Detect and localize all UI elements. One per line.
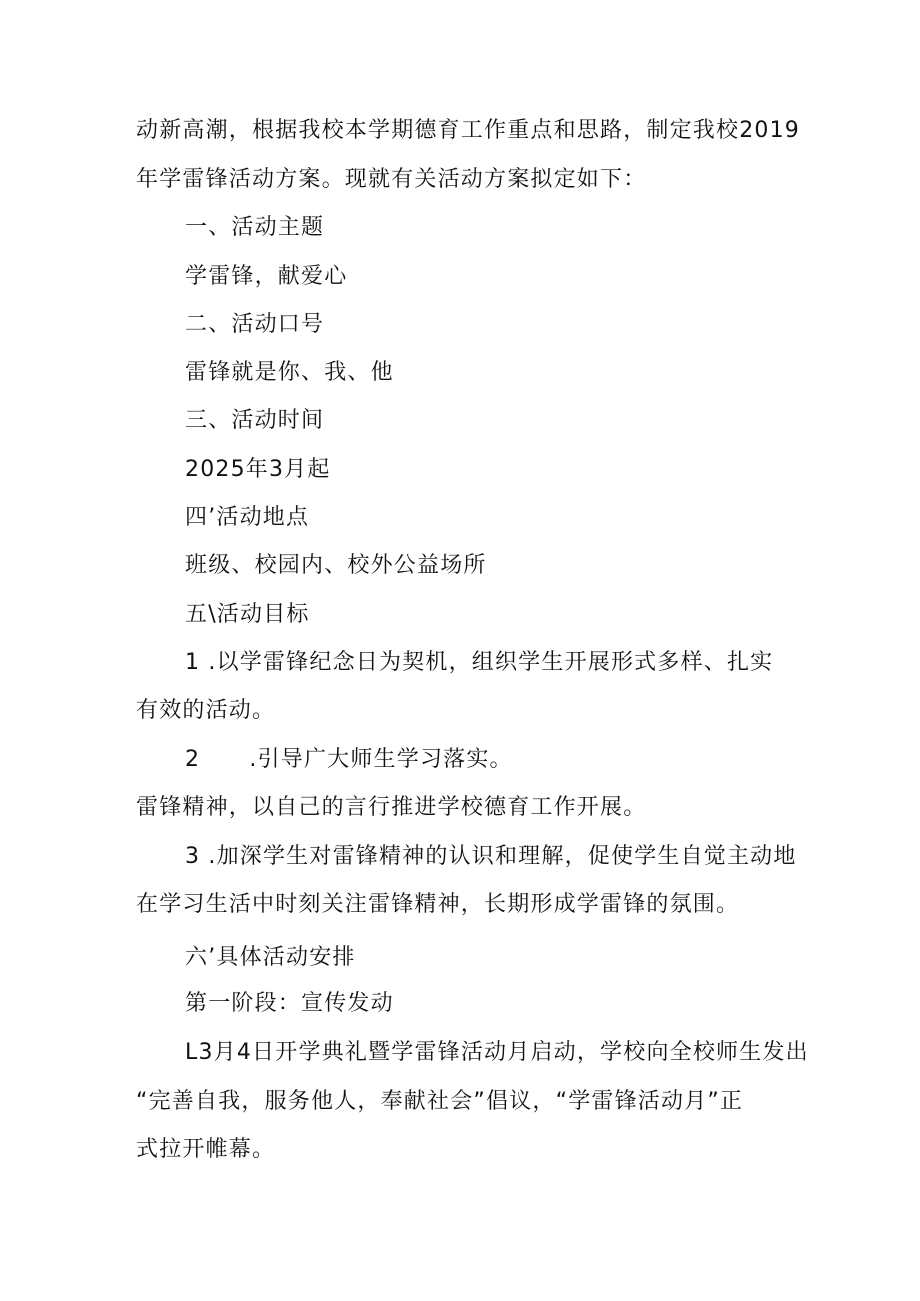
section-heading-time: 三、活动时间 [185,408,325,433]
paragraph-line: 年学雷锋活动方案。现就有关活动方案拟定如下： [136,167,647,192]
list-item-line: 有效的活动。 [136,698,276,723]
list-item-line: 3 .加深学生对雷锋精神的认识和理解，促使学生自觉主动地 [185,844,797,869]
list-item-line: 在学习生活中时刻关注雷锋精神，长期形成学雷锋的氛围。 [136,892,740,917]
paragraph-line: L3月4日开学典礼暨学雷锋活动月启动，学校向全校师生发出 [185,1040,809,1065]
section-heading-goals: 五\活动目标 [185,602,310,627]
paragraph-line: 雷锋就是你、我、他 [185,360,394,385]
paragraph-line: 2025年3月起 [185,457,331,482]
section-heading-theme: 一、活动主题 [185,215,325,240]
paragraph-line: 动新高潮，根据我校本学期德育工作重点和思路，制定我校2019 [136,118,800,143]
section-heading-location: 四’活动地点 [185,505,310,530]
paragraph-line: 雷锋精神，以自己的言行推进学校德育工作开展。 [136,795,647,820]
paragraph-line: 班级、校园内、校外公益场所 [185,553,487,578]
paragraph-line: 式拉开帷幕。 [136,1137,276,1162]
paragraph-line: “完善自我，服务他人，奉献社会”倡议，“学雷锋活动月”正 [136,1089,744,1114]
list-item-line: 1 .以学雷锋纪念日为契机，组织学生开展形式多样、扎实 [185,650,774,675]
paragraph-line: 学雷锋，献爱心 [185,264,348,289]
section-heading-arrangements: 六’具体活动安排 [185,945,356,970]
subsection-heading: 第一阶段：宣传发动 [185,991,394,1016]
section-heading-slogan: 二、活动口号 [185,312,325,337]
list-item-line: 2 .引导广大师生学习落实。 [185,747,513,772]
